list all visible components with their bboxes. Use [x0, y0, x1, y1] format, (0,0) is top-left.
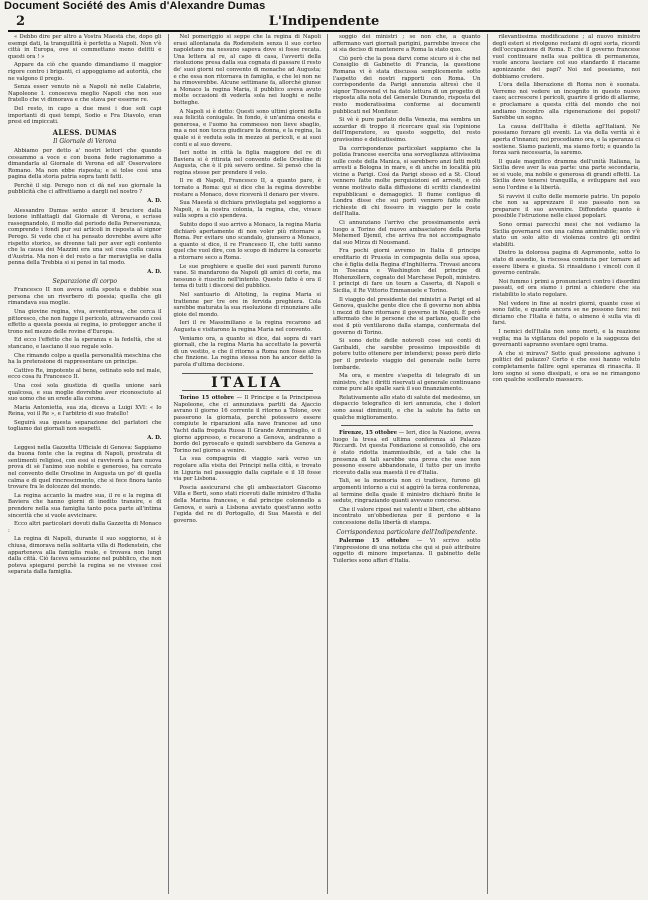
paragraph: Il quale magnifico dramma dell'unità Italiana, la Sicilia deve aver la sua parte: una parte secondaria, se si vuole, ma nobile e generosa di grandi effetti. La Sicilia deve tenersi tranquilla, e sviluppare nel suo seno l'ordine e la libertà.: [492, 158, 640, 192]
paragraph: Fra pochi giorni avremo in Italia il principe ereditario di Prussia in compagnia della sua sposa, che è figlia della Regina d'Inghilterra. Trovasi ancora in Toscana e Washington del principe di Hohenzollern, cognato del Marchese Pepoli, ministro. I principi di fare un tourn a Caserta, di Napoli e Sicilia, il Re Vittorio Emmanuele e Torino.: [333, 248, 481, 294]
paragraph: L'ora della liberazione di Roma non è suonata. Verremo noi vedere un incognito in questo nuovo caso; accrescere i pericoli, guarire il grido di allarme, e proclamare a questa città del mondo che noi andiamo incontro alla rigenerazione dei popoli? Sarebbe un sogno.: [492, 82, 640, 122]
paragraph: Relativamente allo stato di salute del medesimo, un dispaccio telegrafico di ieri annunzia, che i dolori sono assai diminuiti, e che la salute ha fatto un qualche miglioramento.: [333, 394, 481, 421]
dateline: Firenze, 15 ottobre: [339, 430, 398, 437]
paragraph: Il viaggio del presidente dei ministri a Parigi ed al Genova, qualche gente dice che il governo non abbia i mezzi di fare ritornare il governo in Napoli. È però affermato che le persone che si parlano, quelle che essi il più ventilarono dalla stampa, confermata del governo di Torino.: [333, 296, 481, 336]
paragraph: Che il valore riposi nei valenti e liberi, che abbiano incontrato un'obbedienza per il perdono e la concessione della libertà di stampa.: [333, 506, 481, 526]
divider: [341, 425, 473, 426]
paragraph: Il re di Napoli, Francesco II, a quanto pare, è tornato a Roma: qui si dice che la regina dovrebbe restare a Monaco, dove riceverà il denaro per vivere.: [173, 178, 321, 198]
paragraph: I nemici dell'Italia non sono morti, e la reazione veglia; ma la vigilanza del popolo e la saggezza dei governanti sapranno sventare ogni trama.: [492, 328, 640, 349]
signature: A. D.: [147, 269, 162, 275]
section-heading: Separazione di corpo: [52, 277, 117, 285]
section-heading: Il Giornale di Verona: [53, 138, 117, 146]
paragraph: Ecco altri particolari dovuti dalla Gazzetta di Monaco :: [8, 521, 162, 534]
paragraph: Ciò però che la posa darvi come sicuro si è che nel Consiglio di Gabinetto di Francia, la questione Romana vi è stata discussa semplicemente sotto l'aspetto dei nostri rapporti con Roma. Un corrispondente da Parigi annunzia altresì che il signor Thouvenel vi ha dato lettura di un progetto di risposta alla nota del Generale Durando, risposta del resto moderatissima conforme ai documenti pubblicati nel Moniteur.: [333, 55, 481, 115]
paragraph: [333, 430, 481, 476]
paragraph: Ieri il re Massimiliano e la regina recarono ad Augusta e visitarono la regina Maria nel convento.: [173, 320, 321, 333]
column-1: [8, 34, 162, 894]
column-4: [487, 34, 641, 894]
paragraph: Ieri notte in città la figlia maggiore del re di Baviera si è ritirata nel convento delle Orsoline di Augusta, che è il più severo ordine. Si pensò che la regina stesse per prendere il velo.: [173, 150, 321, 176]
paragraph: Nel pomeriggio si seppe che la regina di Napoli erasi allontanata da Rodenstein senza il suo corteo napoletano ma nessuno sapeva dove si fosse recata. Una lettera al re, al capo di casa, l'avverti della risoluzione presa dalla sua cognata di passare il resto de' suoi giorni nel convento di monache ad Augusta; e che essa non ritornava in famiglia, e che lei non ne ha rimoverebbe. Alcune settimane fa, allorchè giunse a Monaco la regina Maria, il pubblico aveva avuto molte occasioni di vederla sola nei luoghi e nelle botteghe.: [173, 34, 321, 106]
paragraph: Si vè è pure parlato della Venezia, ma sembra un azzardar di troppo il ricercare qual sia l'opinione dell'Imperatore, su questo soggetto, del resto gravissimo e delicatissimo.: [333, 117, 481, 143]
paragraph: Tali, se la memoria non ci tradisce, furono gli argomenti intorno a cui si aggirò la terza conferenza, al termine della quale il ministro dichiarò finite le sedute, ringraziando quanti avevano concorso.: [333, 478, 481, 505]
paragraph: Noi fummo i primi a pronunciarci contro i disordini passati, ed ora siamo i primi a chiedere che sia ristabilito lo stato regolare.: [492, 278, 640, 298]
paragraph-text: — Vi scrivo sotto l'impressione di una notizia che qui si può attribuire oggetto di minore importanza. Il gabinetto delle Tuileries sono affari d'Italia.: [333, 538, 481, 564]
paragraph: La sua compagnia di viaggio sarà verso un regolare alla visita dei Principi nella città, e trovato in Liguria nel passaggio dalla capitale e il 18 fosse via per Lisbona.: [173, 456, 321, 483]
paragraph: Da corrispondenze particolari sappiamo che la polizia francese esercita una sorveglianza attivissima sulle coste della Manica, si sarebbero anzi fatti molti arresti a Bologna in mare, e di anche in località più vicine a Parigi. Così da Parigi stesso ed a St. Cloud vennero fatte molte perquisizioni ed arresti, e ciò venne motivato dalla diffusione di scritti clandestini repubblicani e demagogici. Il fiume contiguo di Londra disse che sui porti vennero fatte molte richieste di chi fossero in viaggio per le coste dell'Italia.: [333, 145, 481, 218]
paragraph: Perchè il sig. Perego non ci dà nel suo giornale la pubblicità che ci affrettiamo a dargli nel nostro ?: [8, 182, 162, 196]
paragraph: Veniamo ora, a quanto si dice, dai sopra di vari giornali, che la regina Maria ha accettato la povertà di un vestito, e che il ritorno a Roma non fosse altro che finzione. La regina stessa non ha ancor detto la parola d'ultima decisione.: [173, 335, 321, 368]
paragraph: Si ravvivi il culto delle memorie patrie. Un popolo che non sa apprezzare il suo passato non sa preparare il suo avvenire. Diffondete quanto è possibile l'istruzione nelle classi popolari.: [492, 193, 640, 220]
paragraph: Dietro la dolorosa pagina di Aspromonte, sotto lo stato di assedio, la riscossa comincia per tornare ad essere libera e giusta. Si rinsaldano i vincoli con il governo centrale.: [492, 250, 640, 277]
paragraph: Ci annunziano l'arrivo che prossimamente avrà luogo a Torino del nuovo ambasciatore della Porta Mehemed Djemil, che arriva fra noi accompagnato dal suo Mirza di Nousmand.: [333, 220, 481, 246]
paragraph: Una così sola giustizia di quella unione sarà qualcosa, e sua moglie dovrebbe aver riconosciuto al suo uomo che un erede alla corona.: [8, 382, 162, 403]
column-3: [327, 34, 481, 894]
paragraph: Sono ormai parecchi mesi che noi vediamo la Sicilia governarsi con una calma ammirabile; non v'è stato un solo atto di violenza contro gli ordini stabiliti.: [492, 222, 640, 248]
paragraph: Del resto, in capo a due mesi i due soli capi importanti di quei tempi, Sodio e Fra Diavolo, eran presi ed impiccati.: [8, 105, 162, 126]
paragraph: Abbiamo per detto a' nostri lettori che quando cessammo a voce e con buona fede ragionammo a dimandarla al Giornale di Verona ed all' Osservatore Romano. Ma non ebbe risposta; e si tolse così una pagina della storia patria sopra tanti fatti.: [8, 147, 162, 181]
newspaper-title: L'Indipendente: [268, 14, 380, 29]
page-header: [8, 12, 640, 32]
author-signature: ALESS. DUMAS: [52, 127, 117, 137]
paragraph-text: — Ieri, dice la Nazione, aveva luogo la tresa ed ultima conferenza al Palazzo Riccardi. Ivi questa Fondazione si consolidò, che ora è stato ridotta inammissibile, ed a tale che la presenza di tali sarebbe una prova che esse non possono essere abbandonate, il tutto per un invito ricevuto dalla sua maestà il re d'Italia.: [333, 430, 481, 476]
paragraph: Si sono dette delle notevoli cose sui conti di Garibaldi, che sarebbe prossimo impossibile di potere tutto ottenere per intendersi; posso però dirlo per il pretesto viaggio del generale nelle terre lombarde.: [333, 338, 481, 371]
column-2: [168, 34, 322, 894]
dateline: Torino 15 ottobre: [179, 395, 235, 402]
paragraph: Nel santuario di Altoting, la regina Maria si trattenne per tre ore in fervida preghiera. Cola sarebbe maturata la sua risoluzione di rinunziare alle gioie del mondo.: [173, 291, 321, 318]
paragraph: A Napoli si è detto: Questi sono ultimi giorni della sua felicità coniugale. In fondo, è un'anima onesta e generosa, e l'uomo ha commesso non lieve sbaglio, ma a noi non tocca giudicare la donna, e la regina, la quale si è veduta sola in mezzo ai pericoli, e ai suoi conti e al suo dovere.: [173, 108, 321, 148]
paragraph: Appare da ciò che quando dimandiamo il maggior rigore contro i briganti, ci appoggiamo ad autorità, che ne valgono il pregio.: [8, 62, 162, 82]
paragraph: [333, 538, 481, 564]
paragraph: La regina di Napoli, durante il suo soggiorno, si è chiusa, dimorava nella solitaria villa di Rodenstein, che apparteneva alla famiglia reale, e trovava non lungi dalla città. Ciò faceva sensazione nel pubblico, che non poteva spiegarsi perchè la regina se ne vivesse così separata dalla famiglia.: [8, 536, 162, 576]
paragraph: soggio dei ministri ; se non che, a quanto affermano vari giornali parigini, parrebbe invece che si sia deciso di mantenere a Roma la stato quo.: [333, 34, 481, 54]
page-number: 2: [16, 14, 26, 29]
paragraph: Poscia assicurarsi che gli ambasciatori Giacomo Villa e Berti, sono stati ricevuti dalle ministro d'Italia della Marina francese, e dal principe colonnello a Genova, e sarà a Lisbona avviato quest'anno sotto l'egida del re di Portogallo, di Sua Maestà e del governo.: [173, 484, 321, 524]
watermark: Document Société des Amis d'Alexandre Dumas: [4, 0, 266, 12]
paragraph: Sua Maestà si dichiara privilegiata pel soggiorno a Napoli, e la nostra colonia, la regina, che, vivace sulla sopra a ciò spendeva.: [173, 200, 321, 220]
signature: A. D.: [147, 435, 162, 442]
paragraph: La regina accanto la madre sua, il re e la regina di Baviera che hanno giorni di inedito transire, e di prendere nella sua famiglia tanto poca parte all'intima sincerità che si vuole avvicinare.: [8, 492, 162, 519]
paragraph: Leggesi nella Gazzetta Ufficiale di Genova: Sappiamo da buona fonte che la regina di Napoli, prostrata di sentimenti religiosi, con essi si ravviverà a fare nuova prova di sè l'animo suo nobile e generoso, ha cercato nel convento delle Orsoline in Augusta un po' di quella calma e di quel rincrescimento, che si fece finora tanto trovare fra le dolcezze del mondo.: [8, 444, 162, 491]
paragraph: Nel vedere in fine ai nostri giorni, quante cose si sono fatte, e quante ancora se ne possono fare: noi diciamo che l'Italia è fatta, o almeno è sulla via di farsi.: [492, 300, 640, 327]
paragraph-text: — Il Principe e la Principessa Napoleone, che ci annunziava partiti da Ajaccio avrano il giorno 16 corrente il ritorno a Tolone, ove passerono la giornata, perchè potessero essere compiute le riparazioni alla nave francese ad uno Yacht dalla fregata Russa Il Grande Ammiraglio, e il giorno appresso, e recarono a Genova, andranno a bordo del pyroscafo e quindi sarebbero da Genova a Torino nel giorno a venire.: [173, 395, 321, 454]
paragraph: Maria Antonietta, sua zia, diceva a Luigi XVI: « Io Reina, voi il Re », e l'arbitrio di suo fratello!: [8, 404, 162, 418]
paragraph: Senza esser venuto nè a Napoli nè nelle Calabrie, Napoleone I. conosceva meglio Napoli che non suo fratello che vi dimorava e che stava per esserne re.: [8, 84, 162, 104]
article-columns: [8, 34, 640, 894]
paragraph: Le sue preghiere e quelle dei suoi parenti furono vane. Si mandarono da Napoli gli amici di corte, ma nessuno è riuscito nell'intento. Questo fatto è ora il tema di tutti i discorsi del pubblico.: [173, 263, 321, 290]
dateline: Palermo 15 ottobre: [339, 538, 410, 545]
section-heading: Corrispondenza particolare dell'Indipendente.: [336, 528, 478, 536]
paragraph: « Debbo dire per altro a Vostra Maestà che, dopo gli esempi dati, la tranquillità è perfetta a Napoli. Non v'è città in Europa, ove si commettano meno delitti e questi ora ! »: [8, 34, 162, 60]
paragraph: Alessandro Dumas sento ancor il bruciore dalla lezione infilattagli dal Giornale di Verona, e scrisse rassegnandolo, il molto dal periodo della Perseveranza, comprendo i fondi pur sui articoli in risposta al signor Perego. Si vede che ci ha pensato dovrebbe avere alto rispetto storico, se divenne tali per aver egli contento che la causa dei Mazzini era una sol cosa colla causa d'Austria. Ma non è del resto a far meraviglia se dalla penna della Trebbia si si pensi in tal modo.: [8, 207, 162, 267]
paragraph: Che rimando colpo a quella personalità meschina che ha la pretensione di rappresentare un principe.: [8, 352, 162, 366]
paragraph: Francesco II non aveva sulla sposta e dubbie sua persona che un riverbero di poesia; quella che gli rimandava sua moglie.: [8, 287, 162, 307]
paragraph: A che si mirava? Sotto qual pressione agivano i politici del palazzo? Certo è che essi hanno voluto completamente fallire ogni speranza di rinascita. Il loro sogno si sono dissipati, e ora se ne rimangono con qualche scellerato massacro.: [492, 350, 640, 384]
paragraph: [174, 395, 322, 454]
paragraph: Subito dopo il suo arrivo a Monaco, la regina Maria dichiarò apertamente di non voler più ritornare a Roma. Per evitare uno scandalo, giunsero a Monaco, a quanto si dice, il re Francesco II, che tutti sanno quel che vuol dire, con lo scopo di indurre la consorte a ritornare seco a Roma.: [173, 222, 321, 261]
paragraph: La causa dell'Italia è diletta agl'Italiani. Ne possiamo forzare gli eventi. La via della verità sì è aperta d'innanzi; noi procediamo ora, e la speranza ci sostiene. Siamo pazienti, ma siamo forti; e quando la forza sarà necessaria, la saremo.: [492, 123, 640, 157]
paragraph: Una giovine regina, viva, avventurosa, che cerca il pittoresco, che non fugge il pericolo, attraversando così effetto a questa poesia ai regina, io protegger anche il trono nel mezzo delle rovine d'Europa.: [8, 308, 162, 335]
divider: [182, 373, 314, 374]
paragraph: rilevantissima modificazione ; al nuovo ministro degli esteri si rivolgono reclami di ogni sorta, ricordi dell'occupazione di Roma. E che il governo francese vuol continuare nella sua politica di permanenza, vuole ancora lasciare col suo standardo il riacame agonizzante dei papi? Noi nol possiamo, noi dobbiamo credere.: [492, 34, 640, 80]
paragraph: Seguirà sua questa separazione del parlatori che togliamo dai giornali non sospetti.: [8, 419, 162, 433]
paragraph: Cattivo Re, impotente al bene, ostinato solo nel male, ecco cosa fu Francesco II.: [8, 367, 162, 381]
signature: A. D.: [147, 198, 162, 205]
section-title-italia: ITALIA: [211, 374, 284, 391]
paragraph: Ma ora, e mentre s'aspetta di telegrafo di un ministro, che i diritti riservati al generale continuano come pure alle spalle sarà il suo finanziamento.: [333, 373, 481, 393]
paragraph: Ed ecco l'effetto che la speranza e la fedeltà, che si stancano, e lasciano il suo regale solo.: [8, 337, 162, 350]
